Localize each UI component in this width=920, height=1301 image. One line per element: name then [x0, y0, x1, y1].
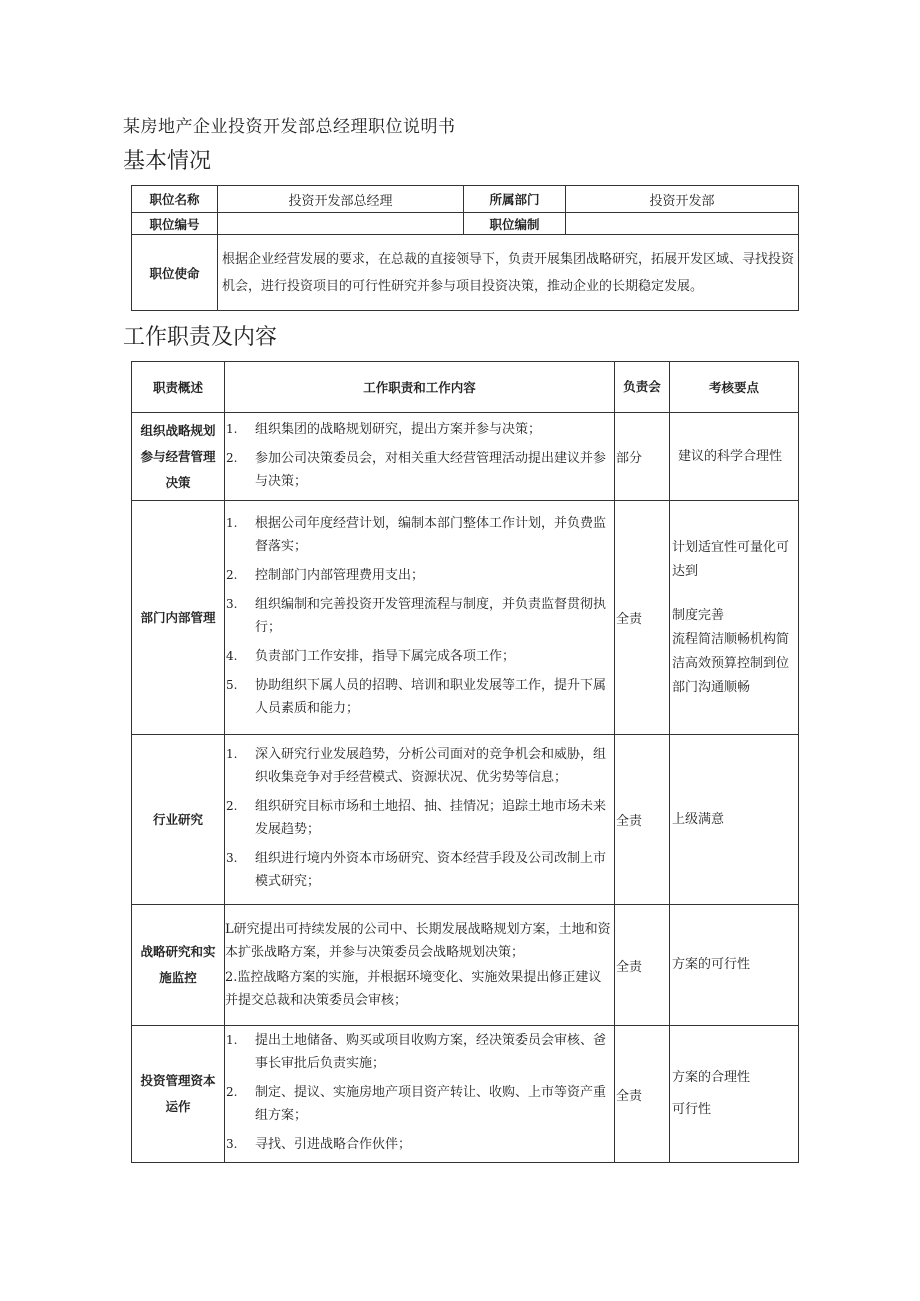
header-summary: 职责概述	[132, 362, 225, 413]
row-responsibility: 全责	[615, 905, 670, 1026]
department-label: 所属部门	[464, 186, 566, 213]
position-number-value	[218, 213, 464, 235]
list-item: L研究提出可持续发展的公司中、长期发展战略规划方案，土地和资本扩张战略方案，并参与决策委员会战略规划决策；	[225, 922, 611, 960]
position-name-label: 职位名称	[132, 186, 218, 213]
section-heading-basic: 基本情况	[123, 149, 212, 174]
row-kpi: 方案的可行性	[670, 905, 799, 1026]
position-number-label: 职位编号	[132, 213, 218, 235]
header-kpi: 考核要点	[670, 362, 799, 413]
row-responsibility: 全责	[615, 1026, 670, 1163]
row-tasks	[225, 735, 615, 905]
list-item: 1. 根据公司年度经营计划，编制本部门整体工作计划，并负费监督落实；	[226, 516, 607, 554]
list-item: 5. 协助组织下属人员的招聘、培训和职业发展等工作，提升下属人员素质和能力；	[226, 678, 607, 716]
row-tasks	[225, 501, 615, 735]
row-responsibility: 全责	[615, 735, 670, 905]
kpi-line: 流程简洁顺畅机构简洁高效预算控制到位部门沟通顺畅	[672, 631, 790, 695]
kpi-line: 可行性	[672, 1102, 712, 1117]
list-item: 2. 组织研究目标市场和土地招、抽、挂情况；追踪土地市场未来发展趋势；	[226, 799, 607, 837]
list-item: 3. 寻找、引进战略合作伙伴；	[226, 1137, 412, 1152]
table-row	[132, 1026, 799, 1163]
kpi-line: 计划适宜性可量化可达到	[672, 539, 790, 579]
list-item: 2. 参加公司决策委员会，对相关重大经营管理活动提出建议并参与决策；	[226, 450, 607, 489]
department-value: 投资开发部	[566, 186, 799, 213]
row-kpi: 上级满意	[670, 735, 799, 905]
establishment-label: 职位编制	[464, 213, 566, 235]
kpi-line: 方案的合理性	[672, 1070, 751, 1085]
row-summary: 投资管理资本运作	[132, 1026, 225, 1163]
row-summary: 部门内部管理	[132, 501, 225, 735]
list-item: 4. 负责部门工作安排，指导下属完成各项工作；	[226, 649, 516, 664]
list-item: 1. 组织集团的战略规划研究，提出方案并参与决策；	[226, 421, 542, 437]
list-item: 2.监控战略方案的实施，并根据环境变化、实施效果提出修正建议并提交总裁和决策委员会审核；	[225, 970, 602, 1008]
row-responsibility: 全责	[615, 501, 670, 735]
basic-info-table	[131, 185, 799, 311]
table-row	[132, 501, 799, 735]
table-row	[132, 735, 799, 905]
mission-value: 根据企业经营发展的要求，在总裁的直接领导下，负责开展集团战略研究，拓展开发区域、寻找投资机会，进行投资项目的可行性研究并参与项目投资决策，推动企业的长期稳定发展。	[218, 235, 799, 311]
header-content: 工作职责和工作内容	[225, 362, 615, 413]
list-item: 1. 提出土地储备、购买或项目收购方案，经决策委员会审核、爸事长审批后负责实施；	[226, 1033, 607, 1071]
row-kpi	[670, 1026, 799, 1163]
list-item: 3. 组织进行境内外资本市场研究、资本经营手段及公司改制上市模式研究；	[226, 851, 607, 889]
list-item: 2. 制定、提议、实施房地产项目资产转让、收购、上市等资产重组方案；	[226, 1085, 607, 1123]
position-name-value: 投资开发部总经理	[218, 186, 464, 213]
row-summary: 组织战略规划参与经营管理决策	[132, 413, 225, 501]
row-tasks	[225, 1026, 615, 1163]
row-kpi	[670, 501, 799, 735]
table-row	[132, 413, 799, 501]
row-summary: 行业研究	[132, 735, 225, 905]
list-item: 1. 深入研究行业发展趋势，分析公司面对的竞争机会和威胁，组织收集竞争对手经营模式、资源状况、优劣势等信息；	[226, 747, 607, 785]
row-kpi: 建议的科学合理性	[670, 413, 799, 501]
list-item: 2. 控制部门内部管理费用支出；	[226, 568, 425, 583]
mission-label: 职位使命	[132, 235, 218, 311]
row-responsibility: 部分	[615, 413, 670, 501]
duties-table	[131, 361, 799, 1163]
establishment-value	[566, 213, 799, 235]
list-item: 3. 组织编制和完善投资开发管理流程与制度，并负责监督贯彻执行；	[226, 597, 607, 635]
row-summary: 战略研究和实施监控	[132, 905, 225, 1026]
table-row	[132, 905, 799, 1026]
header-responsibility: 负责会	[615, 362, 670, 413]
document-title: 某房地产企业投资开发部总经理职位说明书	[123, 117, 456, 137]
kpi-line: 制度完善	[672, 607, 725, 623]
row-tasks	[225, 905, 615, 1026]
row-tasks	[225, 413, 615, 501]
section-heading-duties: 工作职责及内容	[123, 325, 278, 350]
